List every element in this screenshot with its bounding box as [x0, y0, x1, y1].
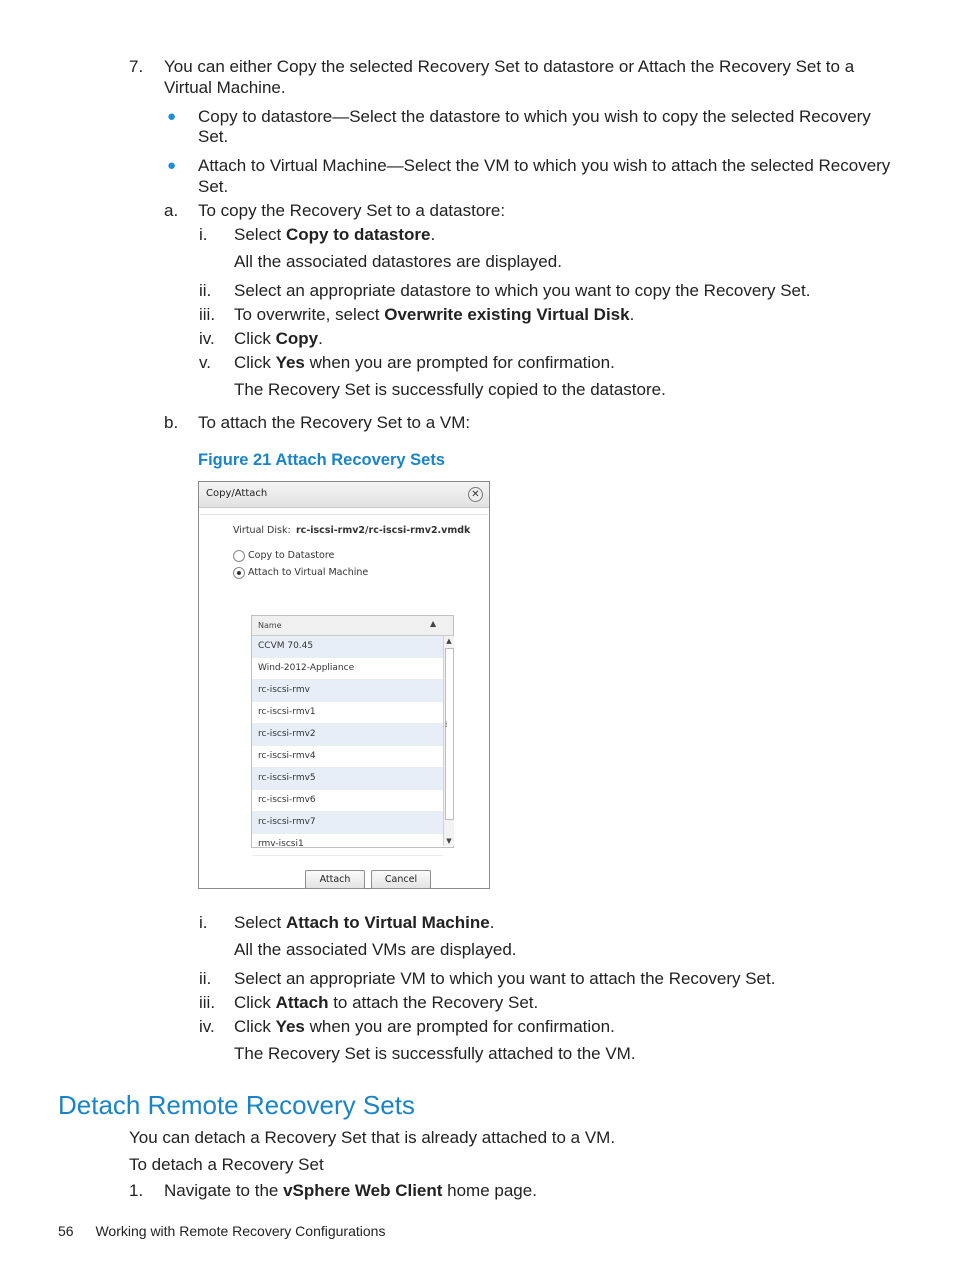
page-number: 56	[58, 1223, 74, 1239]
bullet-copy-line1: Copy to datastore—Select the datastore to which you wish to copy the selected Recovery	[198, 107, 871, 126]
step-num: ii.	[199, 281, 212, 300]
step-line: Click Yes when you are prompted for confirmation.	[234, 353, 615, 372]
scroll-up-icon[interactable]: ▲	[446, 637, 452, 645]
footer-text: Working with Remote Recovery Configurations	[95, 1223, 386, 1239]
step-line: Select Attach to Virtual Machine.	[234, 913, 495, 932]
step-note: The Recovery Set is successfully copied to the datastore.	[234, 380, 666, 399]
substep-text: To attach the Recovery Set to a VM:	[198, 413, 471, 432]
step-num: iii.	[199, 993, 216, 1012]
copy-attach-dialog	[198, 481, 490, 889]
step-line: Click Yes when you are prompted for confirmation.	[234, 1017, 615, 1036]
step-text-line1: You can either Copy the selected Recovery Set to datastore or Attach the Recovery Set to a	[164, 57, 855, 76]
bullet-copy-line2: Set.	[198, 127, 229, 146]
vm-name: Wind-2012-Appliance	[258, 663, 355, 673]
step-num: i.	[199, 225, 208, 244]
vm-name: rc-iscsi-rmv1	[258, 707, 316, 717]
bullet-attach-line1: Attach to Virtual Machine—Select the VM to which you wish to attach the selected Recovery	[198, 156, 891, 175]
vm-name: rc-iscsi-rmv6	[258, 795, 316, 805]
step-line: Select an appropriate datastore to which you want to copy the Recovery Set.	[234, 281, 811, 300]
step-num: iii.	[199, 305, 216, 324]
vm-name: rc-iscsi-rmv7	[258, 817, 316, 827]
table-row[interactable]	[252, 790, 443, 812]
step-num: 1.	[129, 1181, 144, 1200]
dialog-title-bar	[199, 482, 489, 508]
table-row[interactable]	[252, 702, 443, 724]
step-number: 7.	[129, 57, 144, 76]
step-text-line2: Virtual Machine.	[164, 78, 286, 97]
section-title: Detach Remote Recovery Sets	[58, 1090, 415, 1120]
vm-name: rmv-iscsi1	[258, 839, 304, 849]
vm-name: rc-iscsi-rmv4	[258, 751, 316, 761]
vm-list-grid	[251, 615, 454, 848]
table-row[interactable]	[252, 724, 443, 746]
step-line: To overwrite, select Overwrite existing Virtual Disk.	[234, 305, 635, 324]
step-num: v.	[199, 353, 211, 372]
vertical-scrollbar[interactable]	[443, 636, 454, 846]
procedure-title: To detach a Recovery Set	[129, 1155, 324, 1174]
grid-header[interactable]	[252, 616, 453, 636]
bullet-icon: ●	[167, 157, 177, 174]
step-line: Select Copy to datastore.	[234, 225, 436, 244]
table-row[interactable]	[252, 768, 443, 790]
dialog-body	[200, 514, 488, 888]
scroll-down-icon[interactable]: ▼	[446, 837, 452, 845]
vm-name: CCVM 70.45	[258, 641, 314, 651]
virtual-disk-value: rc-iscsi-rmv2/rc-iscsi-rmv2.vmdk	[296, 525, 471, 536]
step-num: iv.	[199, 1017, 215, 1036]
step-note: All the associated datastores are displayed.	[234, 252, 562, 271]
bullet-attach-line2: Set.	[198, 177, 229, 196]
attach-button[interactable]: Attach	[305, 870, 365, 889]
step-num: i.	[199, 913, 208, 932]
table-row[interactable]	[252, 636, 443, 658]
substep-label: a.	[164, 201, 179, 220]
step-line: Click Copy.	[234, 329, 323, 348]
vm-name: rc-iscsi-rmv5	[258, 773, 316, 783]
radio-attach-to-vm[interactable]	[233, 567, 245, 579]
table-row[interactable]	[252, 834, 443, 856]
vm-rows	[252, 636, 443, 856]
radio-attach-label: Attach to Virtual Machine	[248, 567, 369, 578]
dialog-title: Copy/Attach	[206, 488, 268, 499]
step-num: iv.	[199, 329, 215, 348]
cancel-button[interactable]: Cancel	[371, 870, 431, 889]
virtual-disk-label: Virtual Disk:	[233, 525, 291, 536]
step-line: Navigate to the vSphere Web Client home page.	[164, 1181, 537, 1200]
step-note: The Recovery Set is successfully attached to the VM.	[234, 1044, 636, 1063]
table-row[interactable]	[252, 812, 443, 834]
close-icon[interactable]: ✕	[468, 487, 483, 502]
substep-text: To copy the Recovery Set to a datastore:	[198, 201, 506, 220]
table-row[interactable]	[252, 746, 443, 768]
bullet-icon: ●	[167, 108, 177, 125]
step-line: Select an appropriate VM to which you want to attach the Recovery Set.	[234, 969, 776, 988]
step-line: Click Attach to attach the Recovery Set.	[234, 993, 539, 1012]
vm-name: rc-iscsi-rmv2	[258, 729, 316, 739]
step-num: ii.	[199, 969, 212, 988]
radio-copy-label: Copy to Datastore	[248, 550, 335, 561]
section-intro: You can detach a Recovery Set that is already attached to a VM.	[129, 1128, 616, 1147]
step-note: All the associated VMs are displayed.	[234, 940, 517, 959]
table-row[interactable]	[252, 680, 443, 702]
substep-label: b.	[164, 413, 179, 432]
column-name-header: Name	[258, 621, 282, 630]
resize-grip-icon[interactable]: ⁞	[445, 720, 448, 729]
table-row[interactable]	[252, 658, 443, 680]
radio-copy-to-datastore[interactable]	[233, 550, 245, 562]
sort-ascending-icon[interactable]: ▲	[430, 619, 437, 628]
page-footer	[58, 1222, 385, 1240]
figure-caption: Figure 21 Attach Recovery Sets	[198, 451, 445, 469]
scrollbar-thumb[interactable]	[445, 648, 454, 820]
vm-name: rc-iscsi-rmv	[258, 685, 310, 695]
